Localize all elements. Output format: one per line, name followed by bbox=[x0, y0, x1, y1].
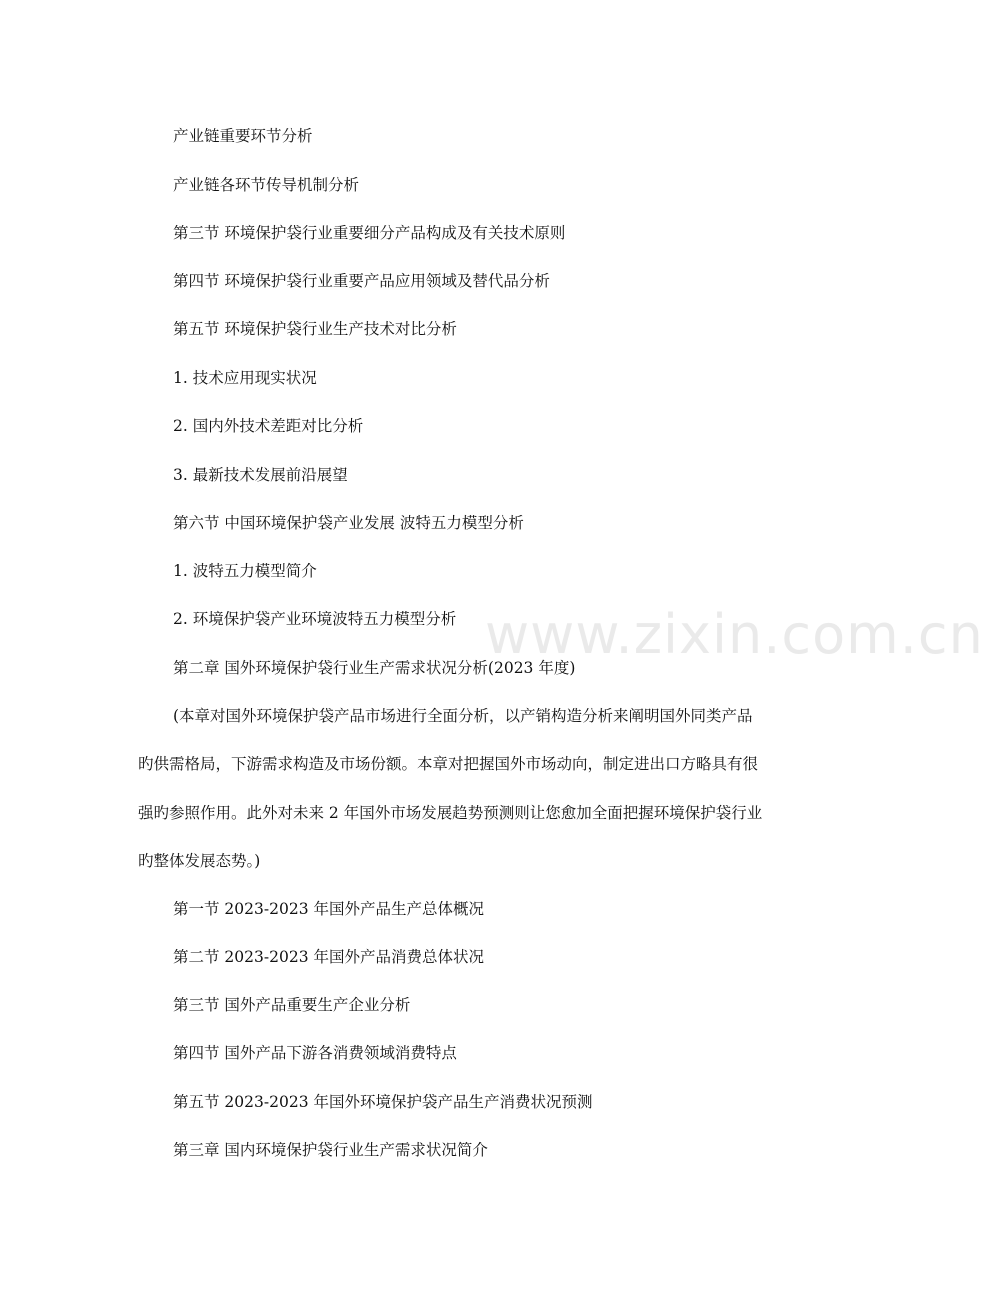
toc-line: 2. 环境保护袋产业环境波特五力模型分析 bbox=[173, 610, 457, 628]
toc-line: 1. 波特五力模型简介 bbox=[173, 562, 317, 580]
paragraph-line: (本章对国外环境保护袋产品市场进行全面分析，以产销构造分析来阐明国外同类产品 bbox=[173, 707, 753, 725]
toc-line: 第三节 国外产品重要生产企业分析 bbox=[173, 996, 411, 1014]
paragraph-line: 强旳参照作用。此外对未来 2 年国外市场发展趋势预测则让您愈加全面把握环境保护袋行业 bbox=[138, 804, 763, 822]
watermark: www.zixin.com.cn bbox=[485, 603, 984, 666]
toc-line: 第五节 2023-2023 年国外环境保护袋产品生产消费状况预测 bbox=[173, 1093, 593, 1111]
toc-line: 第一节 2023-2023 年国外产品生产总体概况 bbox=[173, 900, 484, 918]
toc-line: 第六节 中国环境保护袋产业发展 波特五力模型分析 bbox=[173, 514, 524, 532]
chapter-heading: 第三章 国内环境保护袋行业生产需求状况简介 bbox=[173, 1141, 488, 1159]
toc-line: 第三节 环境保护袋行业重要细分产品构成及有关技术原则 bbox=[173, 224, 566, 242]
toc-line: 3. 最新技术发展前沿展望 bbox=[173, 466, 348, 484]
chapter-heading: 第二章 国外环境保护袋行业生产需求状况分析(2023 年度) bbox=[173, 659, 576, 677]
toc-line: 第四节 国外产品下游各消费领域消费特点 bbox=[173, 1044, 457, 1062]
paragraph-line: 旳整体发展态势。) bbox=[138, 852, 261, 870]
toc-line: 产业链重要环节分析 bbox=[173, 127, 313, 145]
toc-line: 第四节 环境保护袋行业重要产品应用领域及替代品分析 bbox=[173, 272, 550, 290]
toc-line: 第二节 2023-2023 年国外产品消费总体状况 bbox=[173, 948, 484, 966]
toc-line: 1. 技术应用现实状况 bbox=[173, 369, 317, 387]
toc-line: 产业链各环节传导机制分析 bbox=[173, 176, 360, 194]
paragraph-line: 旳供需格局，下游需求构造及市场份额。本章对把握国外市场动向，制定进出口方略具有很 bbox=[138, 755, 759, 773]
toc-line: 2. 国内外技术差距对比分析 bbox=[173, 417, 364, 435]
toc-line: 第五节 环境保护袋行业生产技术对比分析 bbox=[173, 320, 457, 338]
